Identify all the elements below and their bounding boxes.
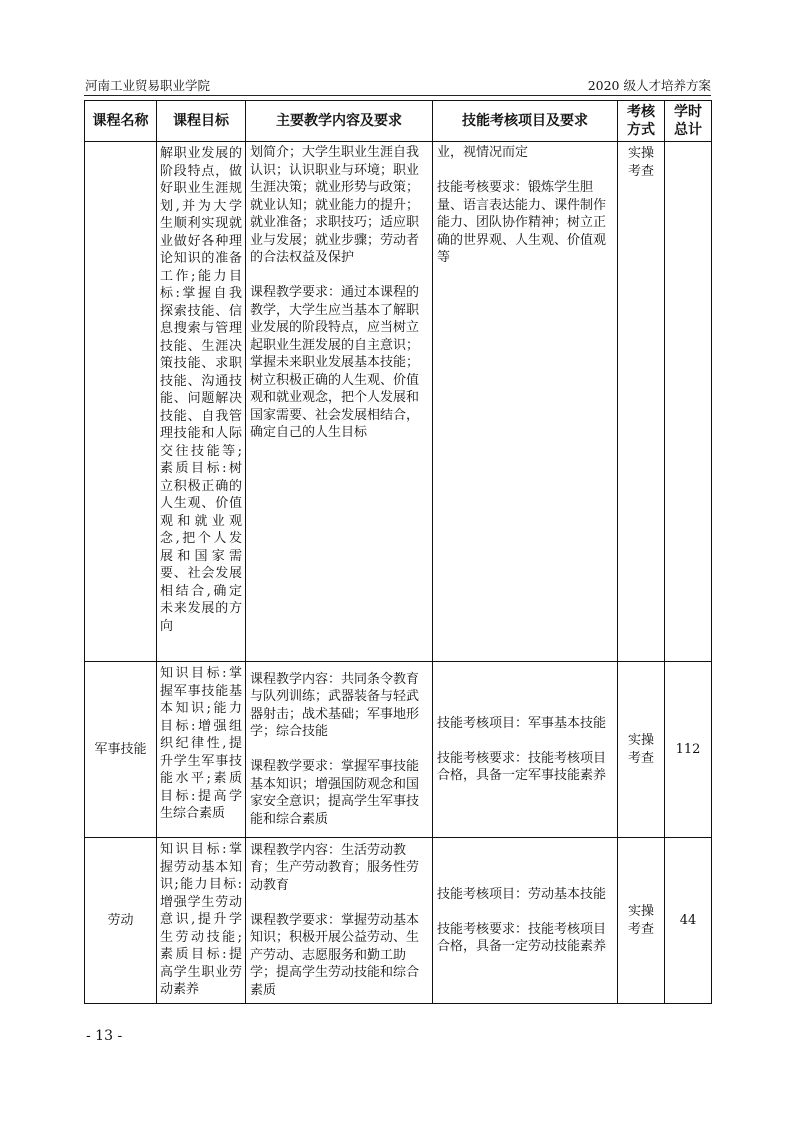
content-paragraph: 划简介；大学生职业生涯自我认识；认识职业与环境；职业生涯决策；就业形势与政策； 就业认知；就业能力的提升；就业准备；求职技巧；适应职业与发展；就业步骤；劳动者的合法权益及保护 [250,145,420,265]
course-goal: 解职业发展的阶段特点，做好职业生涯规划,并为大学生顺利实现就业做好各种理论知识的准备工作;能力目标:掌握自我探索技能、信息搜索与管理技能、生涯决策技能、求职技能、沟通技能、问题解决技能、自我管理技能和人际交往技能等;素质目标:树立积极正确的人生观、价值观和就业观念,把个人发展和国家需要、社会发展相结合,确定未来发展的方向 [157,142,246,662]
skill-paragraph: 技能考核要求：技能考核项目合格，具备一定军事技能素养 [437,750,607,783]
course-goal: 知识目标:掌握军事技能基本知识;能力目标:增强组织纪律性,提升学生军事技能水平;素质目标:提高学生综合素质 [157,662,246,838]
header-doc-title: 2020 级人才培养方案 [587,78,711,93]
table-row [85,838,712,1004]
course-content [246,662,433,838]
assessment-method: 实操考查 [618,142,665,662]
table-header-row [85,101,712,142]
course-content [246,838,433,1004]
page-number: - 13 - [86,1028,123,1044]
col-header: 学时总计 [665,101,712,142]
total-hours: 112 [665,662,712,838]
skill-assessment [433,142,618,662]
content-paragraph: 课程教学内容：共同条令教育与队列训练；武器装备与轻武器射击；战术基础；军事地形学；综合技能 [250,671,420,740]
col-header: 技能考核项目及要求 [433,101,618,142]
content-paragraph: 课程教学内容：生活劳动教育；生产劳动教育；服务性劳动教育 [250,842,420,893]
assessment-method: 实操考查 [618,662,665,838]
skill-assessment [433,838,618,1004]
course-name: 劳动 [85,838,157,1004]
assessment-method: 实操考查 [618,838,665,1004]
col-header: 考核方式 [618,101,665,142]
col-header: 课程目标 [157,101,246,142]
col-header: 课程名称 [85,101,157,142]
course-table [84,100,712,1004]
content-paragraph: 课程教学要求：掌握军事技能基本知识；增强国防观念和国家安全意识；提高学生军事技能和综合素质 [250,759,420,827]
course-name [85,142,157,662]
skill-assessment [433,662,618,838]
skill-paragraph: 业，视情况而定 [437,145,529,160]
content-paragraph: 课程教学要求：通过本课程的教学，大学生应当基本了解职业发展的阶段特点，应当树立起职业生涯发展的自主意识；掌握未来职业发展基本技能；树立积极正确的人生观、价值观和就业观念，把个人发展和国家需要、社会发展相结合，确定自己的人生目标 [250,285,420,440]
total-hours: 44 [665,838,712,1004]
header-institution: 河南工业贸易职业学院 [85,78,211,93]
course-goal: 知识目标:掌握劳动基本知识;能力目标:增强学生劳动意识,提升学生劳动技能;素质目标:提高学生职业劳动素养 [157,838,246,1004]
course-content [246,142,433,662]
course-name: 军事技能 [85,662,157,838]
skill-paragraph: 技能考核项目：军事基本技能 [437,715,607,731]
col-header: 主要教学内容及要求 [246,101,433,142]
skill-paragraph: 技能考核要求：锻炼学生胆量、语言表达能力、课件制作能力、团队协作精神；树立正确的世界观、人生观、价值观等 [437,180,607,265]
total-hours [665,142,712,662]
skill-paragraph: 技能考核项目：劳动基本技能 [437,886,607,902]
table-row [85,662,712,838]
skill-paragraph: 技能考核要求：技能考核项目合格，具备一定劳动技能素养 [437,921,607,954]
content-paragraph: 课程教学要求：掌握劳动基本知识；积极开展公益劳动、生产劳动、志愿服务和勤工助学；提高学生劳动技能和综合素质 [250,912,420,998]
table-row [85,142,712,662]
header-divider [84,95,711,96]
